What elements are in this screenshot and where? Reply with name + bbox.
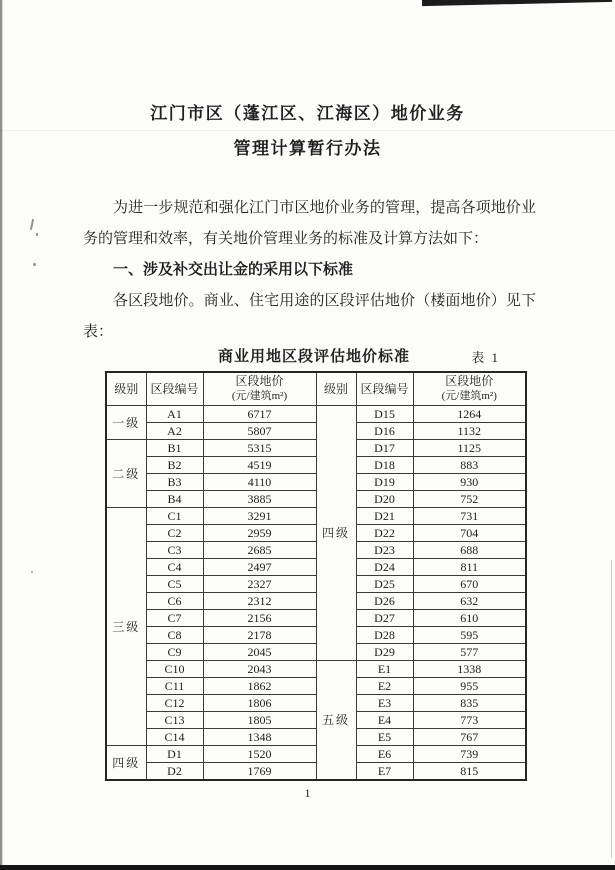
zone-price-cell: 670: [413, 576, 526, 593]
section1-heading: 一、涉及补交出让金的采用以下标准: [113, 262, 354, 278]
table-number-label: 表 1: [471, 350, 500, 365]
zone-price-cell: 752: [413, 491, 526, 508]
zone-code-cell: C9: [146, 644, 203, 661]
zone-code-cell: C13: [146, 712, 203, 729]
header-price-right-line1: 区段地价: [445, 374, 494, 388]
zone-price-cell: 883: [413, 457, 526, 474]
zone-price-cell: 1862: [203, 678, 316, 695]
header-price-right-line2: (元/建筑m²): [441, 390, 497, 402]
zone-price-cell: 2327: [203, 576, 316, 593]
zone-price-cell: 5315: [203, 440, 316, 457]
zone-code-cell: D19: [356, 474, 413, 491]
zone-code-cell: C2: [146, 525, 203, 542]
zone-code-cell: B4: [146, 491, 203, 508]
zone-price-cell: 767: [413, 729, 526, 746]
zone-price-cell: 4110: [203, 474, 316, 491]
zone-code-cell: C8: [146, 627, 203, 644]
zone-code-cell: D18: [356, 457, 413, 474]
zone-price-cell: 704: [413, 525, 526, 542]
zone-price-cell: 2156: [203, 610, 316, 627]
zone-price-cell: 610: [413, 610, 526, 627]
document-body: [83, 193, 536, 348]
zone-code-cell: C11: [146, 678, 203, 695]
zone-code-cell: D25: [356, 576, 413, 593]
zone-code-cell: D23: [356, 542, 413, 559]
zone-code-cell: C7: [146, 610, 203, 627]
section1-body: 各区段地价。商业、住宅用途的区段评估地价（楼面地价）见下表：: [83, 293, 536, 340]
scan-mark: [33, 263, 36, 266]
header-price-left-line1: 区段地价: [235, 374, 284, 388]
zone-price-cell: 632: [413, 593, 526, 610]
zone-price-cell: 731: [413, 508, 526, 525]
zone-price-cell: 1520: [203, 746, 316, 763]
zone-price-cell: 3885: [203, 491, 316, 508]
zone-code-cell: E4: [356, 712, 413, 729]
scan-edge-top-right: [422, 0, 612, 6]
zone-price-cell: 2312: [203, 593, 316, 610]
zone-price-cell: 688: [413, 542, 526, 559]
zone-price-cell: 1769: [203, 763, 316, 781]
zone-code-cell: C3: [146, 542, 203, 559]
zone-price-cell: 2497: [203, 559, 316, 576]
zone-price-cell: 4519: [203, 457, 316, 474]
document-title: [0, 96, 615, 166]
zone-code-cell: D20: [356, 491, 413, 508]
table-row: [106, 661, 526, 678]
document-title-line1: 江门市区（蓬江区、江海区）地价业务: [150, 104, 465, 123]
table-caption: 商业用地区段评估地价标准: [217, 349, 410, 365]
zone-price-cell: 835: [413, 695, 526, 712]
zone-code-cell: E6: [356, 746, 413, 763]
zone-price-cell: 811: [413, 559, 526, 576]
zone-code-cell: D27: [356, 610, 413, 627]
zone-price-cell: 595: [413, 627, 526, 644]
page-number: 1: [304, 786, 311, 800]
zone-code-cell: C4: [146, 559, 203, 576]
zone-code-cell: B2: [146, 457, 203, 474]
zone-price-cell: 1338: [413, 661, 526, 678]
zone-code-cell: D1: [146, 746, 203, 763]
zone-code-cell: E2: [356, 678, 413, 695]
zone-code-cell: D21: [356, 508, 413, 525]
level-cell: 二级: [106, 440, 146, 508]
scan-edge-right: [611, 560, 612, 858]
zone-price-cell: 5807: [203, 423, 316, 440]
level-cell: 三级: [106, 508, 146, 746]
zone-price-cell: 955: [413, 678, 526, 695]
level-cell: 一级: [106, 406, 146, 440]
header-price-right: [413, 372, 526, 406]
zone-code-cell: E1: [356, 661, 413, 678]
zone-code-cell: D16: [356, 423, 413, 440]
header-level-right: 级别: [316, 372, 356, 406]
header-price-left: [203, 372, 316, 406]
scan-edge-bottom: [0, 865, 615, 870]
zone-code-cell: C1: [146, 508, 203, 525]
zone-price-cell: 6717: [203, 406, 316, 423]
zone-price-cell: 1125: [413, 440, 526, 457]
zone-price-cell: 1806: [203, 695, 316, 712]
zone-code-cell: E7: [356, 763, 413, 781]
level-cell: 五级: [316, 661, 356, 781]
zone-code-cell: A1: [146, 406, 203, 423]
zone-code-cell: E5: [356, 729, 413, 746]
scan-mark: [31, 571, 33, 573]
zone-price-cell: 1132: [413, 423, 526, 440]
zone-price-cell: 2685: [203, 542, 316, 559]
zone-code-cell: C14: [146, 729, 203, 746]
header-price-left-line2: (元/建筑m²): [231, 390, 288, 402]
zone-price-cell: 2959: [203, 525, 316, 542]
zone-code-cell: C5: [146, 576, 203, 593]
zone-code-cell: D22: [356, 525, 413, 542]
zone-code-cell: A2: [146, 423, 203, 440]
zone-code-cell: D2: [146, 763, 203, 781]
scan-mark: [36, 233, 38, 236]
zone-price-cell: 739: [413, 746, 526, 763]
zone-code-cell: D28: [356, 627, 413, 644]
zone-code-cell: D17: [356, 440, 413, 457]
level-cell: 四级: [316, 406, 356, 661]
zone-code-cell: D24: [356, 559, 413, 576]
zone-price-cell: 2043: [203, 661, 316, 678]
header-code-left: 区段编号: [146, 372, 203, 406]
zone-code-cell: B1: [146, 440, 203, 457]
header-level-left: 级别: [106, 372, 146, 406]
zone-code-cell: B3: [146, 474, 203, 491]
zone-price-cell: 3291: [203, 508, 316, 525]
zone-code-cell: E3: [356, 695, 413, 712]
zone-price-cell: 2178: [203, 627, 316, 644]
document-title-line2: 管理计算暂行办法: [233, 139, 382, 158]
zone-code-cell: D15: [356, 406, 413, 423]
zone-price-cell: 1348: [203, 729, 316, 746]
zone-price-cell: 1805: [203, 712, 316, 729]
zone-price-cell: 2045: [203, 644, 316, 661]
land-price-table: [105, 371, 527, 781]
zone-code-cell: C6: [146, 593, 203, 610]
scan-mark: [30, 219, 34, 230]
zone-price-cell: 815: [413, 763, 526, 781]
zone-price-cell: 930: [413, 474, 526, 491]
zone-code-cell: D29: [356, 644, 413, 661]
zone-price-cell: 1264: [413, 406, 526, 423]
zone-price-cell: 577: [413, 644, 526, 661]
header-code-right: 区段编号: [356, 372, 413, 406]
zone-code-cell: C12: [146, 695, 203, 712]
zone-price-cell: 773: [413, 712, 526, 729]
table-header-row: [106, 372, 526, 406]
table-row: [106, 406, 526, 423]
zone-code-cell: C10: [146, 661, 203, 678]
zone-code-cell: D26: [356, 593, 413, 610]
level-cell: 四级: [106, 746, 146, 781]
table-caption-row: [105, 345, 523, 367]
intro-paragraph: 为进一步规范和强化江门市区地价业务的管理，提高各项地价业务的管理和效率，有关地价管理业务的标准及计算方法如下：: [83, 200, 536, 247]
